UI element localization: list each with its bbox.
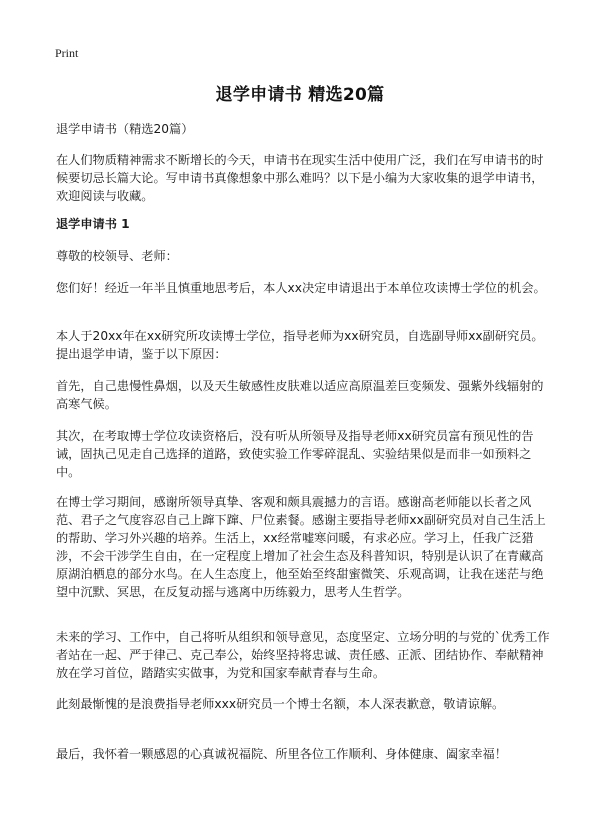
salutation: 尊敬的校领导、老师： [56,249,178,263]
body-paragraph: 您们好！经近一年半且慎重地思考后，本人xx决定申请退出于本单位攻读博士学位的机会。 [56,281,546,295]
body-paragraph: 在博士学习期间，感谢所领导真挚、客观和颇具震撼力的言语。感谢高老师能以长者之风范、君子之气度容忍自己上蹿下蹿、尸位素餐。感谢主要指导老师xx副研究员对自己生活上的帮助、学习外兴趣的培养。生活上，xx经常嘘寒问暖，有求必应。学习上，任我广泛猎涉，不会干涉学生自由，在一定程度上增加了社会生态及科普知识，特别是认识了在青藏高原湖泊栖息的部分水鸟。在人生态度上，他至始至终甜蜜微笑、乐观高调，让我在迷茫与绝望中沉默、冥思，在反复动摇与逃离中历练毅力，思考人生哲学。 [56,495,546,599]
intro-paragraph: 在人们物质精神需求不断增长的今天，申请书在现实生活中使用广泛，我们在写申请书的时候要切忌长篇大论。写申请书真像想象中那么难吗？以下是小编为大家收集的退学申请书，欢迎阅读与收藏。 [56,153,544,203]
body-paragraph: 未来的学习、工作中，自己将听从组织和领导意见，态度坚定、立场分明的与党的`优秀工作者站在一起、严于律己、克己奉公，始终坚持将忠诚、责任感、正派、团结协作、奉献精神放在学习首位，踏踏实实做事，为党和国家奉献青春与生命。 [56,630,550,680]
body-paragraph: 此刻最惭愧的是浪费指导老师xxx研究员一个博士名额，本人深表歉意，敬请谅解。 [56,697,505,711]
section-heading: 退学申请书 1 [56,217,130,231]
print-link[interactable]: Print [55,46,79,60]
body-paragraph: 首先，自己患慢性鼻烟，以及天生敏感性皮肤难以适应高原温差巨变频发、强紫外线辐射的高寒气候。 [56,379,544,411]
page-title: 退学申请书 精选20篇 [215,85,385,105]
body-paragraph: 最后，我怀着一颗感恩的心真诚祝福院、所里各位工作顺利、身体健康、阖家幸福！ [56,747,507,761]
body-paragraph: 本人于20xx年在xx研究所攻读博士学位，指导老师为xx研究员，自选副导师xx副研究员。提出退学申请，鉴于以下原因： [56,329,544,361]
document-subtitle: 退学申请书（精选20篇） [56,122,194,136]
body-paragraph: 其次，在考取博士学位攻读资格后，没有听从所领导及指导老师xx研究员富有预见性的告诫，固执己见走自己选择的道路，致使实验工作零碎混乱、实验结果似是而非一如预料之中。 [56,429,534,479]
